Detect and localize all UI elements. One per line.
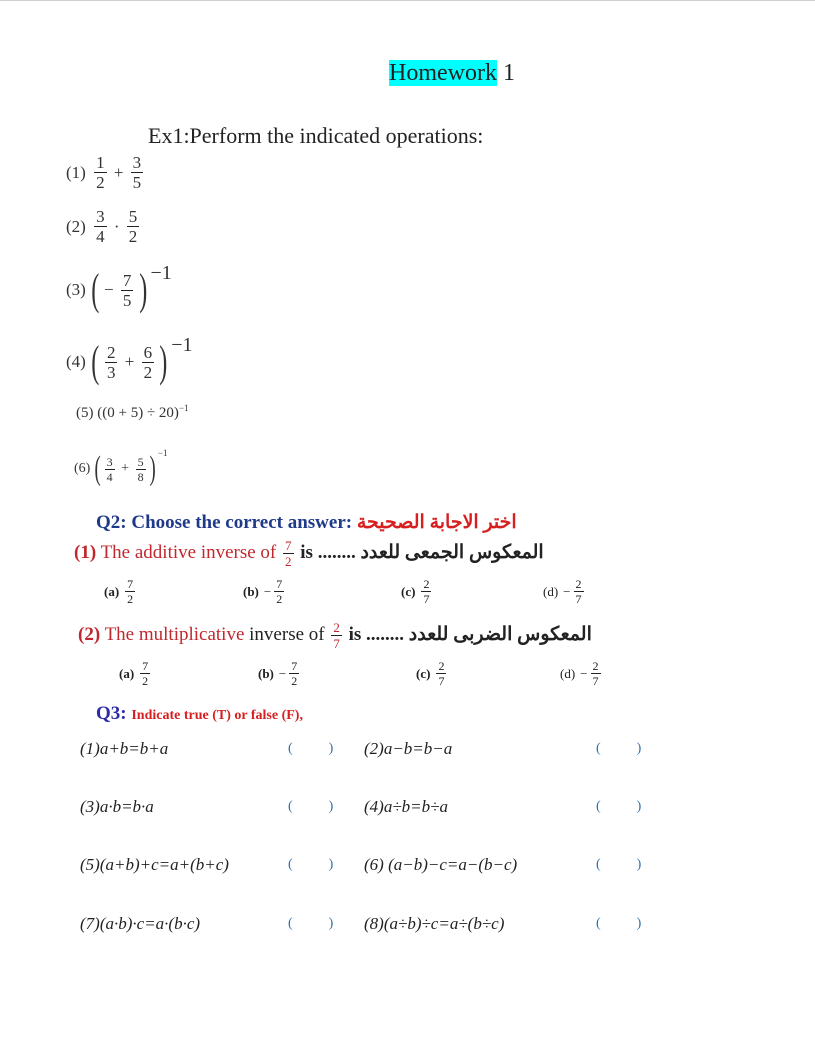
q2-question-2: (2) The multiplicative inverse of $\frac{2}{7}$ is ........ المعكوس الضربى للعدد — [78, 620, 592, 651]
law-1: (1)a+b=b+a — [80, 739, 169, 758]
answer-box-7[interactable]: ( ) — [288, 916, 334, 931]
q2-q1-arabic: المعكوس الجمعى للعدد — [360, 541, 544, 563]
title-highlighted: Homework — [389, 60, 497, 86]
fraction: $\frac{5}{8}$ — [137, 454, 144, 484]
answer-box-4[interactable]: ( ) — [596, 799, 642, 814]
q2-q2-option-c[interactable]: (c) $\frac{2}{7}$ — [416, 659, 445, 688]
fraction: $\frac{2}{7}$ — [333, 620, 340, 651]
exponent: −1 — [171, 334, 193, 356]
fraction: $\frac{3}{4}$ — [96, 207, 105, 246]
law-2: (2)a−b=b−a — [364, 739, 453, 758]
title-rest: 1 — [496, 60, 515, 86]
law-4: (4)a÷b=b÷a — [364, 797, 448, 816]
q2-q2-option-a[interactable]: (a) $\frac{7}{2}$ — [119, 659, 149, 688]
q2-q2-option-d[interactable]: (d) − $\frac{2}{7}$ — [560, 659, 599, 688]
page-title — [389, 60, 515, 87]
fraction: $\frac{3}{5}$ — [132, 153, 142, 192]
fraction: $\frac{5}{2}$ — [128, 207, 138, 246]
law-3: (3)a·b=b·a — [80, 797, 154, 816]
q2-q1-option-a[interactable]: (a) $\frac{7}{2}$ — [104, 577, 134, 606]
q2-question-1: (1) The additive inverse of $\frac{7}{2}$ is ........ المعكوس الجمعى للعدد — [74, 538, 544, 569]
ex1-item-5: (5) $((0 + 5) \div 20)^{-1}$ — [76, 403, 189, 421]
ex1-item-3: (3) ( − $\frac{7}{5}$ ) −1 — [66, 262, 172, 314]
q2-q1-option-b[interactable]: (b) − $\frac{7}{2}$ — [243, 577, 283, 606]
exponent: −1 — [178, 403, 189, 413]
fraction: $\frac{6}{2}$ — [143, 342, 153, 382]
exponent: −1 — [157, 448, 168, 458]
ex1-item-4: (4) ( $\frac{2}{3}$ + $\frac{6}{2}$ ) −1 — [66, 334, 193, 386]
law-6: (6) (a−b)−c=a−(b−c) — [364, 855, 518, 874]
answer-box-1[interactable]: ( ) — [288, 741, 334, 756]
law-5: (5)(a+b)+c=a+(b+c) — [80, 855, 229, 874]
fraction: $\frac{1}{2}$ — [96, 153, 105, 192]
fraction: $\frac{7}{2}$ — [285, 538, 292, 569]
q2-q2-arabic: المعكوس الضربى للعدد — [408, 623, 592, 645]
law-8: (8)(a÷b)÷c=a÷(b÷c) — [364, 914, 505, 933]
law-7: (7)(a·b)·c=a·(b·c) — [80, 914, 201, 933]
ex1-item-2: (2) $\frac{3}{4}$ · $\frac{5}{2}$ — [66, 207, 138, 246]
fraction: $\frac{3}{4}$ — [106, 454, 113, 484]
q2-q1-option-c[interactable]: (c) $\frac{2}{7}$ — [401, 577, 430, 606]
exponent: −1 — [150, 262, 172, 284]
q2-heading: Q2: Choose the correct answer: اختر الاجابة الصحيحة — [96, 512, 517, 533]
page-top-border — [0, 0, 815, 1]
answer-box-2[interactable]: ( ) — [596, 741, 642, 756]
answer-box-5[interactable]: ( ) — [288, 857, 334, 872]
q3-instruction: Indicate true (T) or false (F), — [131, 708, 303, 723]
answer-box-6[interactable]: ( ) — [596, 857, 642, 872]
q2-q1-option-d[interactable]: (d) − $\frac{2}{7}$ — [543, 577, 582, 606]
ex1-heading: Ex1:Perform the indicated operations: — [148, 123, 484, 148]
fraction: $\frac{7}{5}$ — [122, 270, 132, 310]
answer-box-3[interactable]: ( ) — [288, 799, 334, 814]
q2-arabic: اختر الاجابة الصحيحة — [356, 512, 517, 533]
q3-heading: Q3: Indicate true (T) or false (F), — [96, 703, 303, 724]
fraction: $\frac{2}{3}$ — [106, 342, 116, 382]
ex1-item-1: (1) $\frac{1}{2}$ + $\frac{3}{5}$ — [66, 153, 142, 192]
ex1-item-6: (6) ( $\frac{3}{4}$ + $\frac{5}{8}$ ) −1 — [74, 448, 168, 487]
q2-q2-option-b[interactable]: (b) − $\frac{7}{2}$ — [258, 659, 298, 688]
answer-box-8[interactable]: ( ) — [596, 916, 642, 931]
